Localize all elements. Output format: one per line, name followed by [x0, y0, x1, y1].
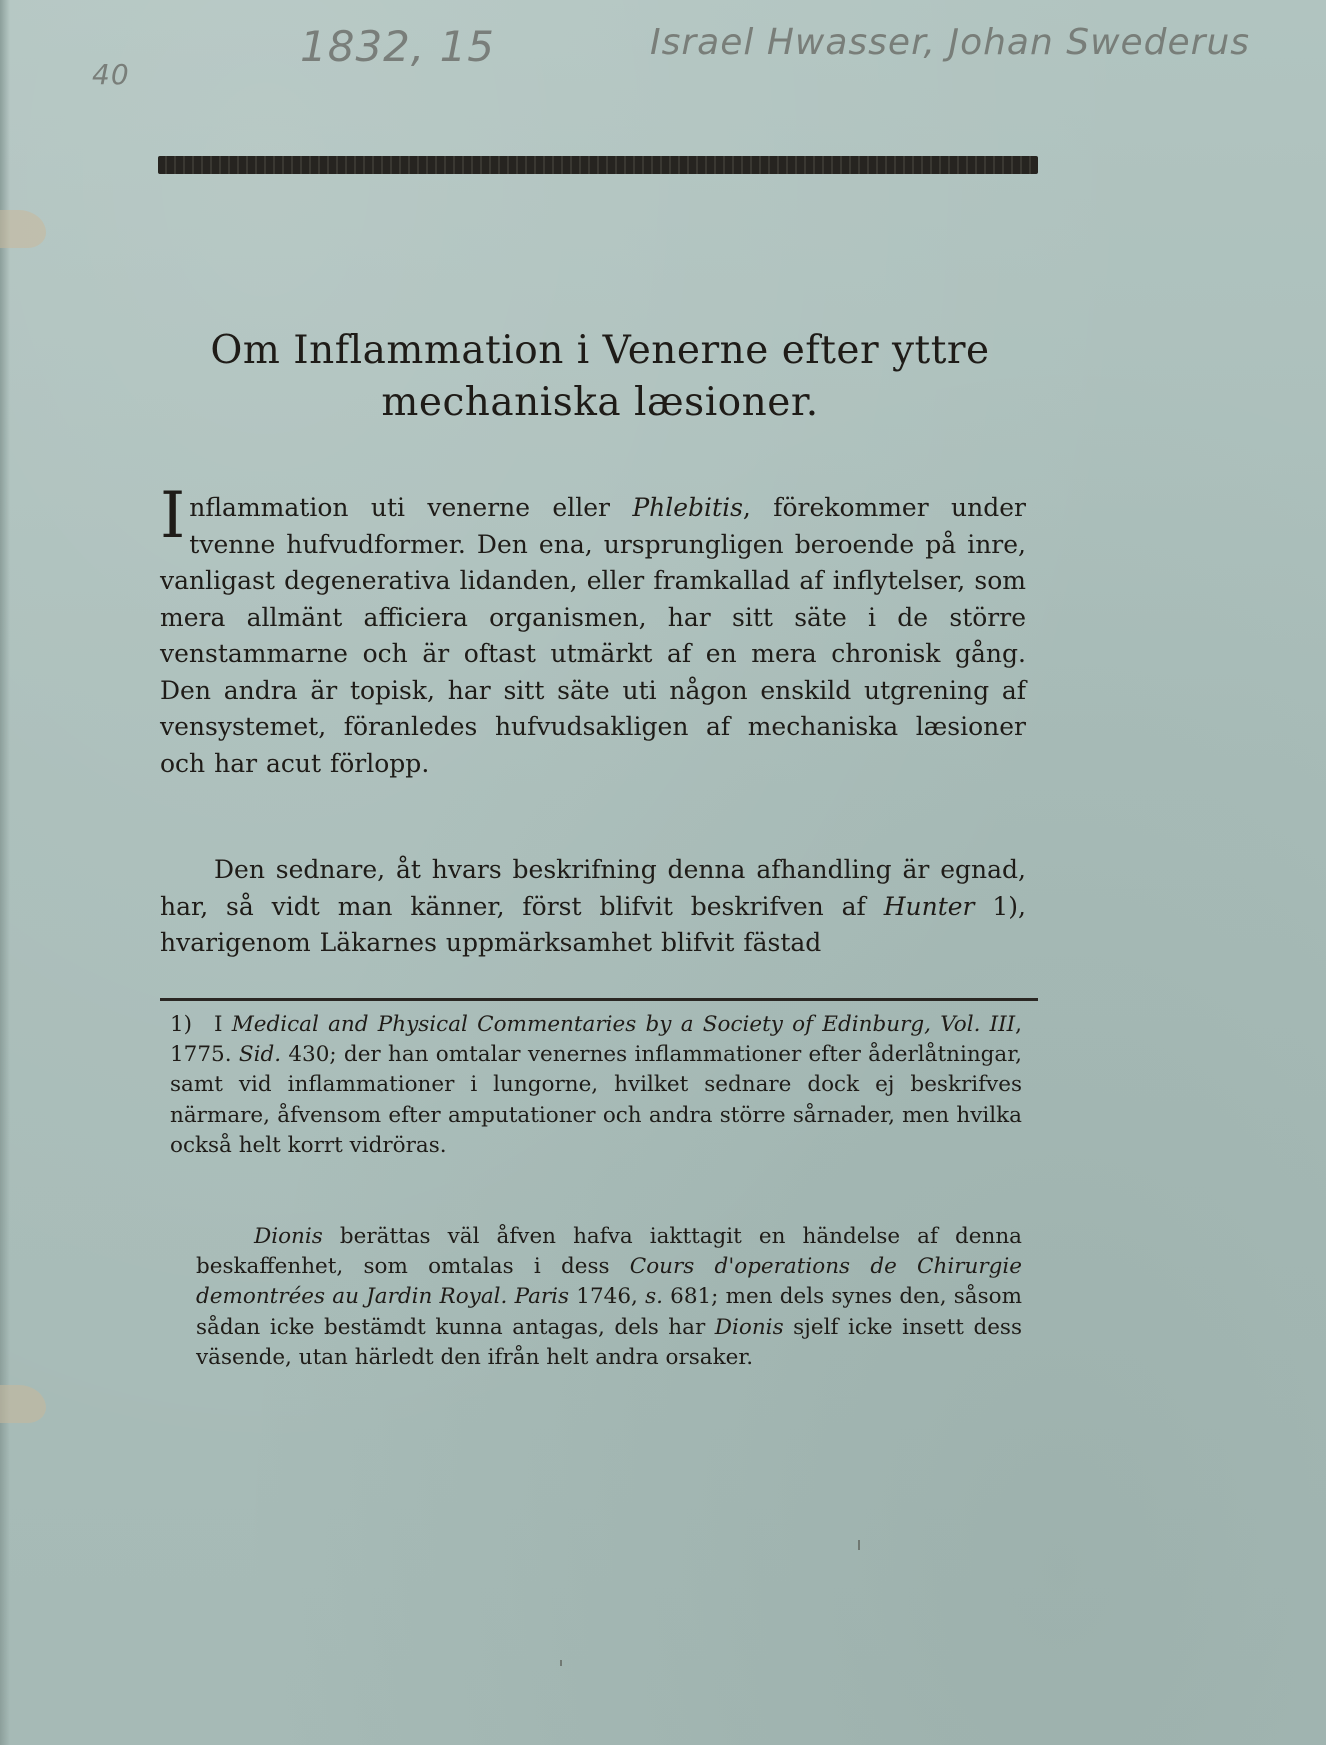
paper-speck: [560, 1660, 562, 1666]
page-title: [160, 325, 1040, 429]
paragraph-1: [160, 479, 1026, 782]
paragraph-2: [160, 852, 1026, 962]
paragraph-1-text-a: nflammation uti venerne eller: [189, 493, 633, 522]
footnote-2-text-c: 1746,: [569, 1284, 646, 1310]
handwritten-mark: 40: [92, 58, 130, 91]
footnote-1-text-c: 430; der han omtalar venernes inflammationer efter åderlåtningar, samt vid inflammationer i lungorne, hvilket sednare dock ej beskrifves närmare, åfvensom efter amputationer och andra större sårnader, men hvilka också helt korrt vidröras.: [170, 1042, 1022, 1158]
paragraph-1-text-b: , förekommer under tvenne hufvudformer. Den ena, ursprungligen beroende på inre, vanligast degenerativa lidanden, eller framkallad af inflytelser, som mera allmänt afficiera organismen, har sitt säte i de större venstammarne och är oftast utmärkt af en mera chronisk gång. Den andra är topisk, har sitt säte uti någon enskild utgrening af vensystemet, föranledes hufvudsakligen af mechaniska læsioner och har acut förlopp.: [160, 493, 1026, 778]
footnote-2-text-d: 681; men dels synes den, såsom sådan icke bestämdt kunna antagas, dels har: [196, 1284, 1022, 1340]
footnote-2-italic-d: s.: [645, 1284, 663, 1310]
footnote-2-text-a: berättas väl åfven hafva iakttagit en händelse af denna beskaffenhet, som omtalas i dess: [196, 1224, 1022, 1280]
footnote-rule: [160, 998, 1038, 1001]
paragraph-2-text-b: 1), hvarigenom Läkarnes uppmärksamhet blifvit fästad: [160, 891, 1026, 957]
handwritten-date: 1832, 15: [300, 22, 496, 71]
paragraph-2-italic-a: Hunter: [883, 891, 975, 921]
torn-edge-top: [0, 210, 46, 248]
footnote-2-italic-a: Dionis: [254, 1224, 323, 1249]
footnote-1-text-a: I: [214, 1012, 232, 1037]
footnote-2-text-e: sjelf icke insett dess väsende, utan härledt den ifrån helt andra orsaker.: [196, 1314, 1022, 1370]
footnote-1-number: 1): [170, 1012, 193, 1037]
footnote-2-italic-c: Paris: [514, 1284, 570, 1310]
paragraph-1-italic-a: Phlebitis: [632, 493, 743, 522]
footnote-2: [196, 1222, 1022, 1373]
footnote-1-italic-b: Sid.: [238, 1042, 282, 1068]
title-line-2: mechaniska læsioner.: [381, 380, 819, 425]
footnote-2-italic-b: Cours d'operations de Chirurgie demontrées au Jardin Royal.: [196, 1254, 1022, 1310]
footnote-1: [170, 1010, 1022, 1161]
page-edge: [0, 0, 10, 1745]
footnote-1-text-b: , 1775.: [170, 1012, 1022, 1068]
footnote-2-italic-e: Dionis: [714, 1314, 784, 1340]
paper-speck: [858, 1540, 860, 1550]
handwritten-names: Israel Hwasser, Johan Swederus: [650, 22, 1251, 63]
header-rule: [158, 156, 1038, 174]
footnote-1-italic-a: Medical and Physical Commentaries by a Society of Edinburg, Vol. III: [231, 1012, 1016, 1037]
paragraph-2-text-a: Den sednare, åt hvars beskrifning denna afhandling är egnad, har, så vidt man känner, först blifvit beskrifven af: [160, 855, 1026, 921]
drop-cap: I: [160, 479, 186, 553]
footnote-2-text-b: [507, 1284, 514, 1309]
torn-edge-bottom: [0, 1385, 46, 1423]
title-line-1: Om Inflammation i Venerne efter yttre: [210, 328, 990, 373]
